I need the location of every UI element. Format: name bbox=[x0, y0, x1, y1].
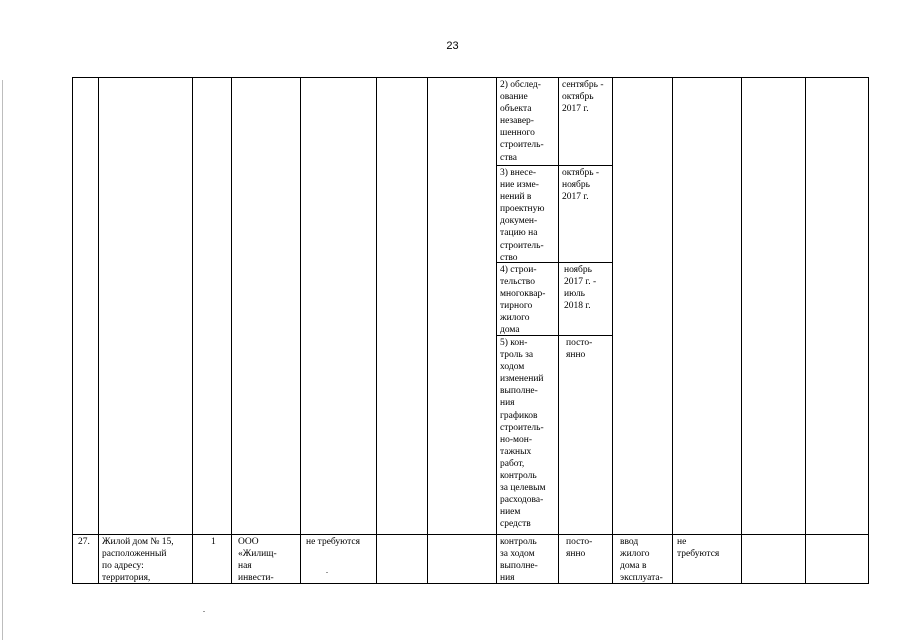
column-border bbox=[741, 77, 742, 584]
page-number: 23 bbox=[446, 40, 459, 52]
row-27-object: Жилой дом № 15, расположенный по адресу: территория, bbox=[102, 537, 174, 584]
stage-5-text: 5) кон- троль за ходом изменений выполне- ния графиков строитель- но-мон- тажных работ, контроль за целевым расходова- нием средств bbox=[500, 338, 546, 530]
column-border bbox=[868, 77, 869, 584]
row-27-measure: контроль за ходом выполне- ния bbox=[500, 537, 538, 584]
row-27-number: 27. bbox=[78, 537, 90, 547]
column-border bbox=[72, 77, 73, 584]
row-27-result: ввод жилого дома в эксплуата- bbox=[620, 537, 663, 584]
column-border bbox=[427, 77, 428, 584]
row-27-note: не требуются bbox=[677, 537, 720, 560]
stage-4-date: ноябрь 2017 г. - июль 2018 г. bbox=[564, 265, 597, 312]
column-border bbox=[376, 77, 377, 584]
schedule-table bbox=[72, 77, 869, 584]
column-border bbox=[231, 77, 232, 584]
column-border bbox=[496, 77, 497, 584]
row-27-requirement: не требуются bbox=[306, 537, 360, 547]
column-border bbox=[558, 77, 559, 584]
column-border bbox=[192, 77, 193, 584]
scan-speck bbox=[203, 611, 205, 612]
column-border bbox=[805, 77, 806, 584]
stage-2-text: 2) обслед- ование объекта незавер- шенного строитель- ства bbox=[500, 80, 544, 163]
column-border bbox=[98, 77, 99, 584]
column-border bbox=[612, 77, 613, 584]
stage-4-text: 4) строи- тельство многоквар- тирного жилого дома bbox=[500, 265, 546, 336]
stage-3-text: 3) внесе- ние изме- нений в проектную докумен- тацию на строитель- ство bbox=[500, 168, 545, 263]
stage-2-date: сентябрь - октябрь 2017 г. bbox=[562, 80, 604, 115]
row-27-term: посто- янно bbox=[566, 537, 593, 560]
stage-divider-1 bbox=[496, 165, 612, 166]
stage-3-date: октябрь - ноябрь 2017 г. bbox=[562, 168, 600, 203]
scan-speck bbox=[326, 572, 328, 573]
row-27-count: 1 bbox=[211, 537, 216, 547]
row-27-organization: ООО «Жилищ- ная инвести- bbox=[238, 537, 277, 584]
column-border bbox=[672, 77, 673, 584]
scan-edge bbox=[2, 80, 3, 640]
column-border bbox=[300, 77, 301, 584]
stage-5-date: посто- янно bbox=[566, 338, 593, 361]
